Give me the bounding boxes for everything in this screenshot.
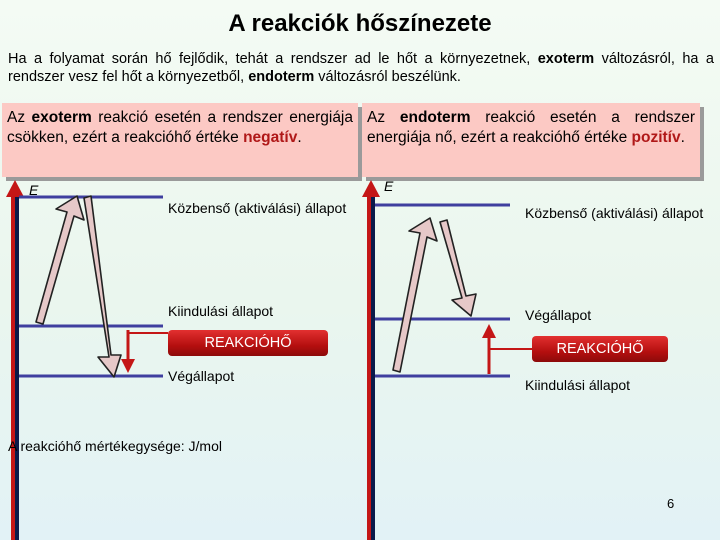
endo-activation-arrow <box>393 218 437 372</box>
endo-axis-label: E <box>384 178 394 194</box>
exo-energy-axis <box>11 193 19 540</box>
exo-box-text-1: Az <box>7 109 32 126</box>
page-title: A reakciók hőszínezete <box>228 10 492 37</box>
unit-note: A reakcióhő mértékegysége: J/mol <box>8 438 222 454</box>
intro-exoterm: exoterm <box>537 51 595 67</box>
exo-heat-arrow-head <box>121 359 135 373</box>
exo-final-label: Végállapot <box>168 368 235 384</box>
endo-intermediate-label: Közbenső (aktiválási) állapot <box>525 205 704 221</box>
intro-endoterm: endoterm <box>248 69 315 85</box>
intro-text-2: változásról, ha a rendszer vesz fel hőt a környezetből, <box>8 51 714 85</box>
endo-box-keyword: endoterm <box>399 109 471 126</box>
exo-release-arrow <box>84 196 121 377</box>
endo-release-arrow <box>440 220 476 316</box>
exo-axis-arrowhead <box>6 180 24 197</box>
endo-box-sign: pozitív <box>631 129 681 146</box>
exo-initial-label: Kiindulási állapot <box>168 303 274 319</box>
exo-box-text-3: . <box>297 129 302 146</box>
exo-box-keyword: exoterm <box>31 109 92 126</box>
endo-box-text-3: . <box>680 129 685 146</box>
endo-heat-arrow-head <box>482 324 496 338</box>
endo-box-text-2: reakció esetén a rendszer energiája nő, ezért a reakcióhő értéke <box>367 109 695 146</box>
intro-text-3: változásról beszélünk. <box>314 69 461 85</box>
endo-box-text-1: Az <box>367 109 400 126</box>
endo-final-label: Végállapot <box>525 307 592 323</box>
page-number: 6 <box>667 496 675 511</box>
exo-box-sign: negatív <box>243 129 298 146</box>
endo-axis-arrowhead <box>362 180 380 197</box>
endo-reaction-heat-label: REAKCIÓHŐ <box>532 336 668 362</box>
exo-intermediate-label: Közbenső (aktiválási) állapot <box>168 200 347 216</box>
exo-activation-arrow <box>36 196 84 324</box>
exo-reaction-heat-label: REAKCIÓHŐ <box>168 330 328 356</box>
intro-text-1: Ha a folyamat során hő fejlődik, tehát a rendszer ad le hőt a környezetnek, <box>8 51 538 67</box>
exo-axis-label: E <box>29 182 39 198</box>
endo-initial-label: Kiindulási állapot <box>525 377 631 393</box>
endo-energy-axis <box>367 193 375 540</box>
exo-box-text-2: reakció esetén a rendszer energiája csökken, ezért a reakcióhő értéke <box>7 109 354 146</box>
